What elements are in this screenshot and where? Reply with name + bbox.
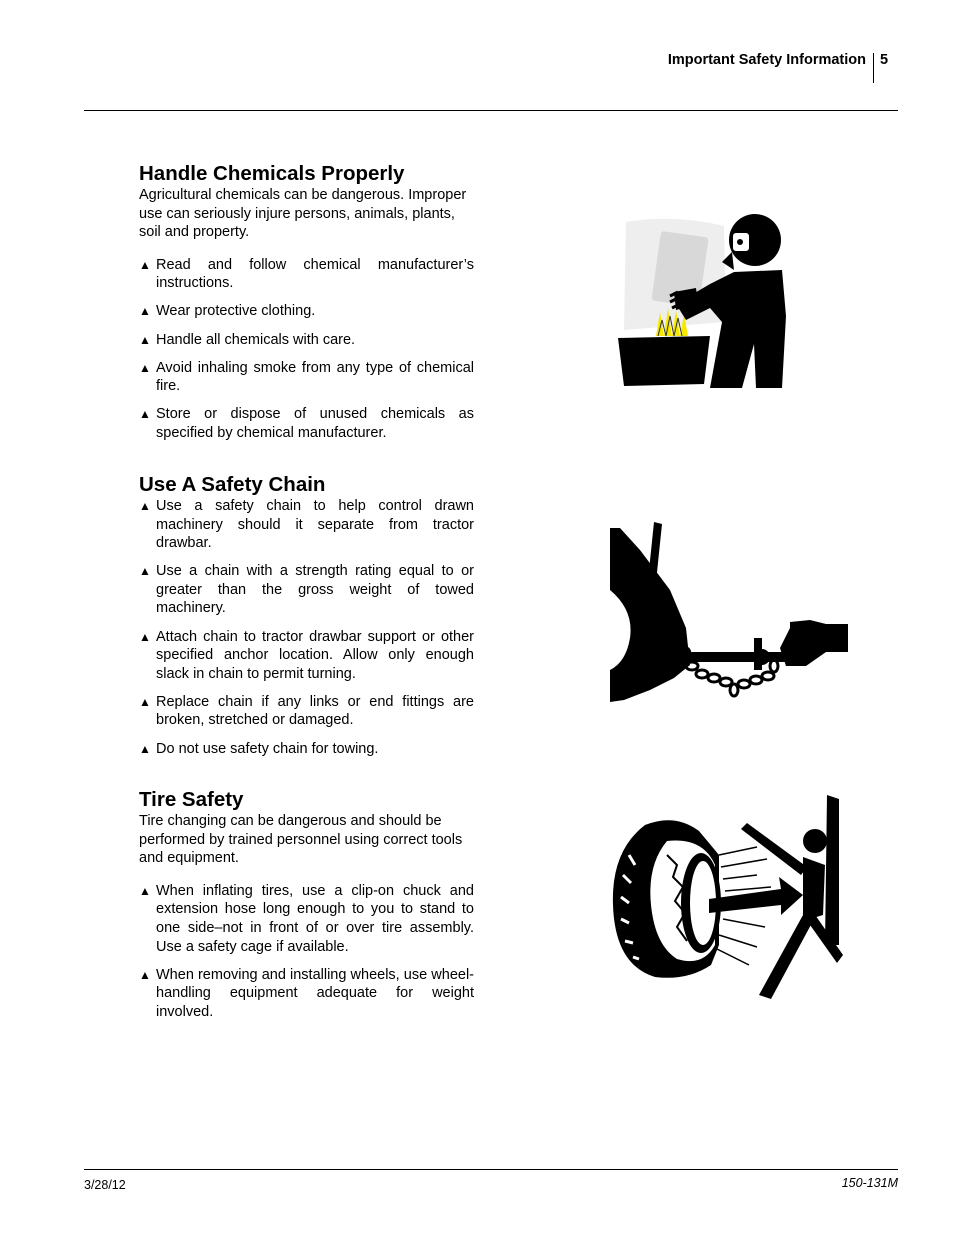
list-item: ▲ Do not use safety chain for towing. xyxy=(139,740,379,757)
bullet-triangle-icon: ▲ xyxy=(139,332,151,347)
list-item: ▲ Read and follow chemical manufacturer’s instructions. xyxy=(139,256,474,292)
bullet-triangle-icon: ▲ xyxy=(139,967,151,982)
page-number: 5 xyxy=(880,52,889,68)
bullet-list xyxy=(139,256,474,443)
section-heading: Tire Safety xyxy=(139,788,244,811)
bullet-triangle-icon: ▲ xyxy=(139,629,151,644)
section-safety-chain xyxy=(139,473,474,768)
bullet-triangle-icon: ▲ xyxy=(139,407,151,422)
bottom-rule xyxy=(84,1169,898,1170)
list-item: ▲ Use a safety chain to help control drawn machinery should it separate from tractor drawbar. xyxy=(139,498,474,552)
safety-chain-illustration xyxy=(610,520,850,705)
arrow-right-icon xyxy=(709,877,803,915)
list-item: ▲ Use a chain with a strength rating equal to or greater than the gross weight of towed machinery. xyxy=(139,563,474,617)
section-intro: Agricultural chemicals can be dangerous. Improper use can seriously injure persons, animals, plants, soil and property. xyxy=(139,187,467,241)
list-item: ▲ Store or dispose of unused chemicals as specified by chemical manufacturer. xyxy=(139,406,474,441)
header-divider xyxy=(873,53,874,83)
bullet-triangle-icon: ▲ xyxy=(139,360,151,375)
section-heading: Handle Chemicals Properly xyxy=(139,162,405,185)
footer-date: 3/28/12 xyxy=(84,1178,126,1192)
section-heading: Use A Safety Chain xyxy=(139,473,326,496)
chain-icon xyxy=(672,640,778,696)
section-intro: Tire changing can be dangerous and should be performed by trained personnel using correct tools and equipment. xyxy=(139,813,463,867)
bullet-list xyxy=(139,497,474,758)
bullet-list xyxy=(139,882,474,1022)
list-item: ▲ Replace chain if any links or end fittings are broken, stretched or damaged. xyxy=(139,693,474,729)
bullet-triangle-icon: ▲ xyxy=(139,304,151,319)
bullet-triangle-icon: ▲ xyxy=(139,883,151,898)
section-handle-chemicals xyxy=(139,162,474,452)
chemical-handling-illustration xyxy=(614,212,790,390)
list-item: ▲ When inflating tires, use a clip-on chuck and extension hose long enough to you to stand to one side–not in front of or over tire assembly. Use a safety cage if available. xyxy=(139,882,474,955)
bullet-triangle-icon: ▲ xyxy=(139,564,151,579)
bullet-triangle-icon: ▲ xyxy=(139,499,151,513)
tire-explosion-illustration xyxy=(607,795,843,1005)
list-item: ▲ Wear protective clothing. xyxy=(139,303,316,320)
bullet-triangle-icon: ▲ xyxy=(139,257,151,272)
running-header-title: Important Safety Information xyxy=(667,52,866,68)
top-rule xyxy=(84,110,898,111)
list-item: ▲ Handle all chemicals with care. xyxy=(139,331,356,348)
footer-document-number: 150-131M xyxy=(841,1176,898,1190)
list-item: ▲ Attach chain to tractor drawbar support or other specified anchor location. Allow only enough slack in chain to permit turning. xyxy=(139,628,474,682)
section-tire-safety xyxy=(139,788,474,1031)
list-item: ▲ Avoid inhaling smoke from any type of chemical fire. xyxy=(139,359,474,395)
list-item: ▲ When removing and installing wheels, use wheel-handling equipment adequate for weight involved. xyxy=(139,966,474,1020)
bullet-triangle-icon: ▲ xyxy=(139,694,151,709)
bullet-triangle-icon: ▲ xyxy=(139,741,151,756)
